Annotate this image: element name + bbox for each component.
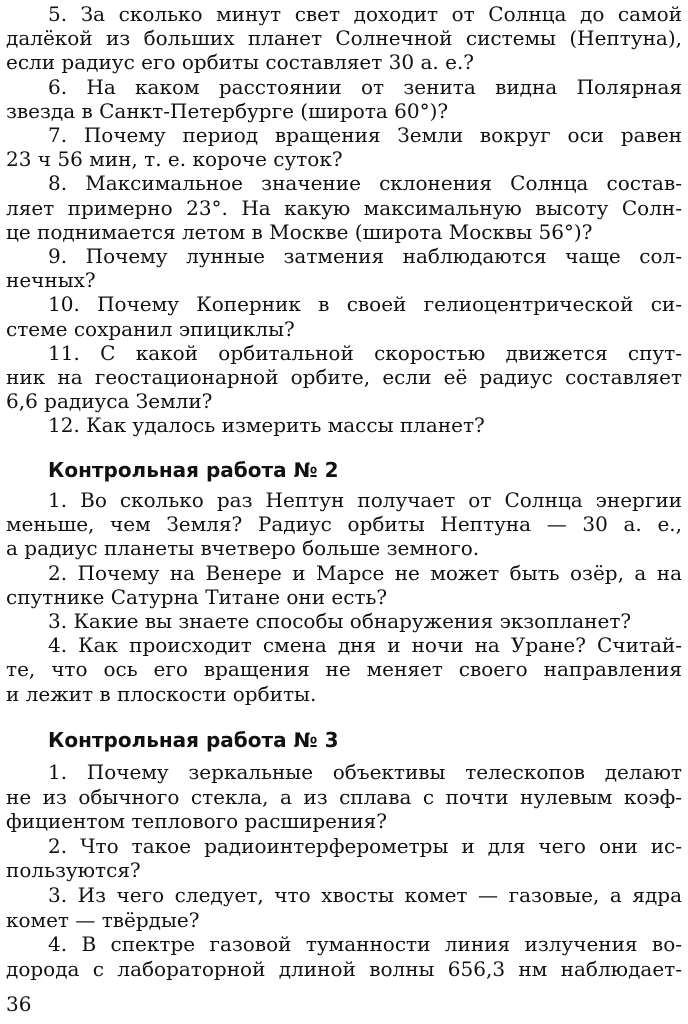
text-line: 11. С какой орбитальной скоростью движется спут- [48,340,682,365]
page-number: 36 [6,992,32,1016]
text-line: 3. Какие вы знаете способы обнаружения экзопланет? [48,609,632,633]
text-line: нечных? [6,268,96,293]
text-line: дорода с лабораторной длиной волны 656,3 нм наблюдает- [6,956,682,981]
text-line: 7. Почему период вращения Земли вокруг оси равен [48,123,682,147]
text-line: 5. За сколько минут свет доходит от Солнца до самой [48,2,682,26]
text-line: 9. Почему лунные затмения наблюдаются чаще сол- [48,244,682,268]
text-line: спутнике Сатурна Титане они есть? [6,584,388,609]
text-line: це поднимается летом в Москве (широта Москвы 56°)? [6,219,593,244]
text-line: 1. Во сколько раз Нептун получает от Солнца энергии [48,488,682,512]
section-heading-3: Контрольная работа № 3 [48,728,339,752]
text-line: а радиус планеты вчетверо больше земного. [6,536,480,561]
text-line: и лежит в плоскости орбиты. [6,681,317,706]
text-line: не из обычного стекла, а из сплава с почти нулевым коэф- [6,784,682,809]
text-line: далёкой из больших планет Солнечной системы (Нептуна), [6,26,682,51]
text-line: ляет примерно 23°. На какую максимальную высоту Солн- [6,195,682,220]
section-heading-2: Контрольная работа № 2 [48,458,339,482]
text-line: фициентом теплового расширения? [6,809,388,834]
text-line: меньше, чем Земля? Радиус орбиты Нептуна — 30 а. е., [6,512,682,537]
text-line: 6. На каком расстоянии от зенита видна Полярная [48,74,682,99]
text-line: стеме сохранил эпициклы? [6,316,295,341]
text-line: 4. Как происходит смена дня и ночи на Уране? Считай- [48,633,682,658]
text-line: пользуются? [6,858,141,883]
text-line: 23 ч 56 мин, т. е. короче суток? [6,147,343,172]
text-line: 2. Почему на Венере и Марсе не может быть озёр, а на [48,560,682,585]
text-line: звезда в Санкт-Петербурге (широта 60°)? [6,98,449,123]
text-line: 10. Почему Коперник в своей гелиоцентрической си- [48,292,682,317]
text-line: 4. В спектре газовой туманности линия излучения во- [48,932,682,957]
text-line: 2. Что такое радиоинтерферометры и для чего они ис- [48,833,682,858]
text-line: те, что ось его вращения не меняет своего направления [6,657,682,682]
text-line: комет — твёрдые? [6,907,200,932]
text-line: если радиус его орбиты составляет 30 а. е.? [6,50,475,75]
text-line: 1. Почему зеркальные объективы телескопов делают [48,760,682,784]
text-line: 12. Как удалось измерить массы планет? [48,413,485,438]
text-line: 8. Максимальное значение склонения Солнца состав- [48,171,682,196]
text-line: ник на геостационарной орбите, если её радиус составляет [6,365,682,389]
text-line: 6,6 радиуса Земли? [6,389,213,414]
text-line: 3. Из чего следует, что хвосты комет — газовые, а ядра [48,883,682,907]
